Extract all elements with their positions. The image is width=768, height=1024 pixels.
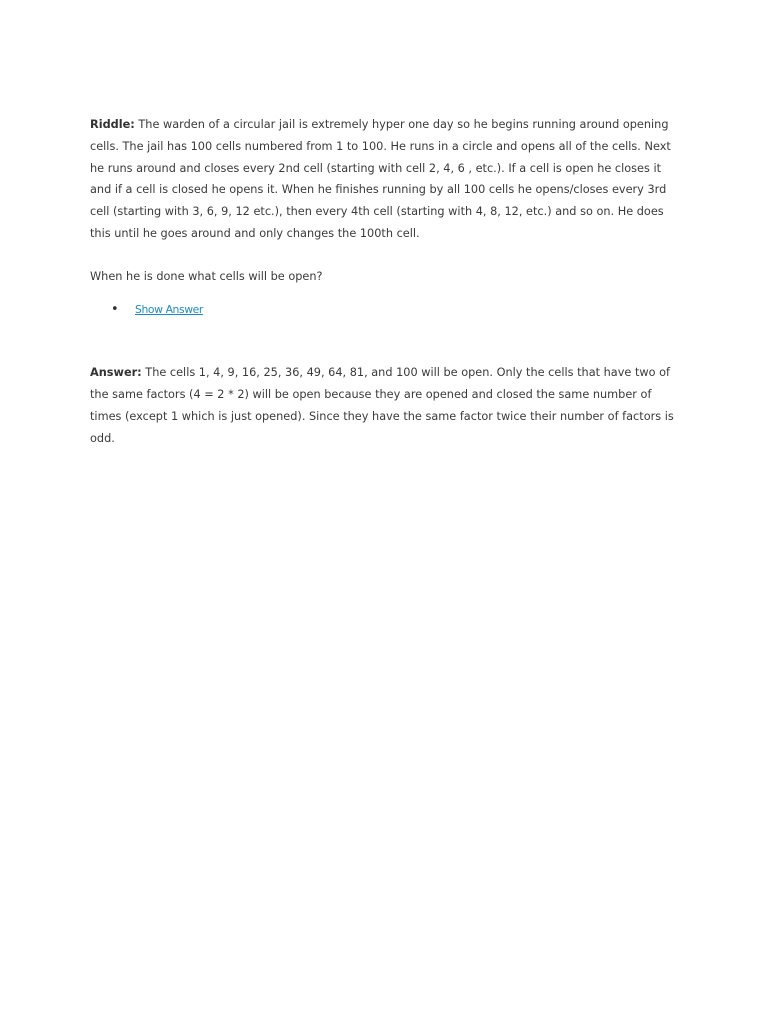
question-text: When he is done what cells will be open?	[90, 269, 323, 283]
document-content	[90, 114, 678, 450]
show-answer-link[interactable]: Show Answer	[135, 302, 203, 316]
answer-toggle-list	[90, 299, 678, 321]
riddle-text: The warden of a circular jail is extremely hyper one day so he begins running around opening cells. The jail has 100 cells numbered from 1 to 100. He runs in a circle and opens all of the cells. Next he runs around and closes every 2nd cell (starting with cell 2, 4, 6 , etc.). If a cell is open he closes it and if a cell is closed he opens it. When he finishes running by all 100 cells he opens/closes every 3rd cell (starting with 3, 6, 9, 12 etc.), then every 4th cell (starting with 4, 8, 12, etc.) and so on. He does this until he goes around and only changes the 100th cell.	[90, 118, 671, 240]
answer-paragraph	[90, 362, 678, 449]
riddle-label: Riddle:	[90, 118, 135, 131]
answer-label: Answer:	[90, 366, 142, 380]
answer-text: The cells 1, 4, 9, 16, 25, 36, 49, 64, 81, and 100 will be open. Only the cells that have two of the same factors (4 = 2 * 2) will be open because they are opened and closed the same number of times (except 1 which is just opened). Since they have the same factor twice their number of factors is odd.	[90, 366, 674, 445]
list-item	[111, 299, 678, 321]
bullet-icon: •	[111, 301, 119, 317]
riddle-paragraph	[90, 114, 678, 245]
